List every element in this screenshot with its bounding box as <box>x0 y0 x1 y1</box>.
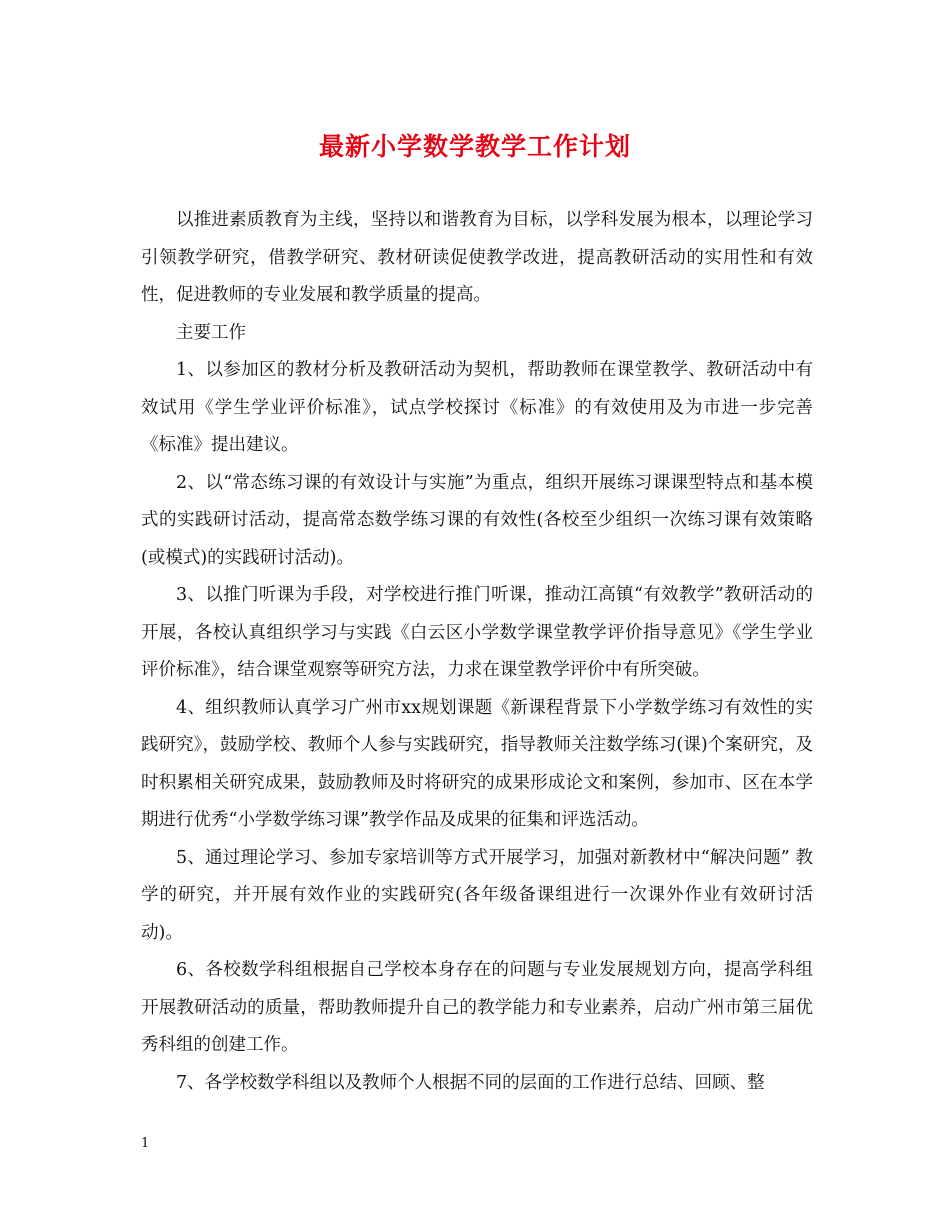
page-number: 1 <box>141 1136 150 1151</box>
work-item-6: 6、各校数学科组根据自己学校本身存在的问题与专业发展规划方向，提高学科组开展教研活动的质量，帮助教师提升自己的教学能力和专业素养，启动广州市第三届优秀科组的创建工作。 <box>141 960 813 1055</box>
section-heading-main-work: 主要工作 <box>176 322 246 343</box>
work-item-4: 4、组织教师认真学习广州市xx规划课题《新课程背景下小学数学练习有效性的实践研究》，鼓励学校、教师个人参与实践研究，指导教师关注数学练习(课)个案研究，及时积累相关研究成果，鼓励教师及时将研究的成果形成论文和案例，参加市、区在本学期进行优秀“小学数学练习课”教学作品及成果的征集和评选活动。 <box>141 697 813 830</box>
work-item-3: 3、以推门听课为手段，对学校进行推门听课，推动江高镇“有效教学”教研活动的开展，各校认真组织学习与实践《白云区小学数学课堂教学评价指导意见》《学生学业评价标准》，结合课堂观察等研究方法，力求在课堂教学评价中有所突破。 <box>141 585 813 680</box>
document-body <box>141 202 813 1102</box>
intro-paragraph: 以推进素质教育为主线，坚持以和谐教育为目标，以学科发展为根本，以理论学习引领教学研究，借教学研究、教材研读促使教学改进，提高教研活动的实用性和有效性，促进教师的专业发展和教学质量的提高。 <box>141 210 813 305</box>
work-item-2: 2、以“常态练习课的有效设计与实施”为重点，组织开展练习课课型特点和基本模式的实践研讨活动，提高常态数学练习课的有效性(各校至少组织一次练习课有效策略(或模式)的实践研讨活动)。 <box>141 472 813 568</box>
document-title: 最新小学数学教学工作计划 <box>318 132 631 161</box>
work-item-1: 1、以参加区的教材分析及教研活动为契机，帮助教师在课堂教学、教研活动中有效试用《学生学业评价标准》，试点学校探讨《标准》的有效使用及为市进一步完善《标准》提出建议。 <box>141 360 813 455</box>
work-item-7: 7、各学校数学科组以及教师个人根据不同的层面的工作进行总结、回顾、整 <box>176 1072 765 1093</box>
work-item-5: 5、通过理论学习、参加专家培训等方式开展学习，加强对新教材中“解决问题” 教学的研究，并开展有效作业的实践研究(各年级备课组进行一次课外作业有效研讨活动)。 <box>141 847 813 943</box>
